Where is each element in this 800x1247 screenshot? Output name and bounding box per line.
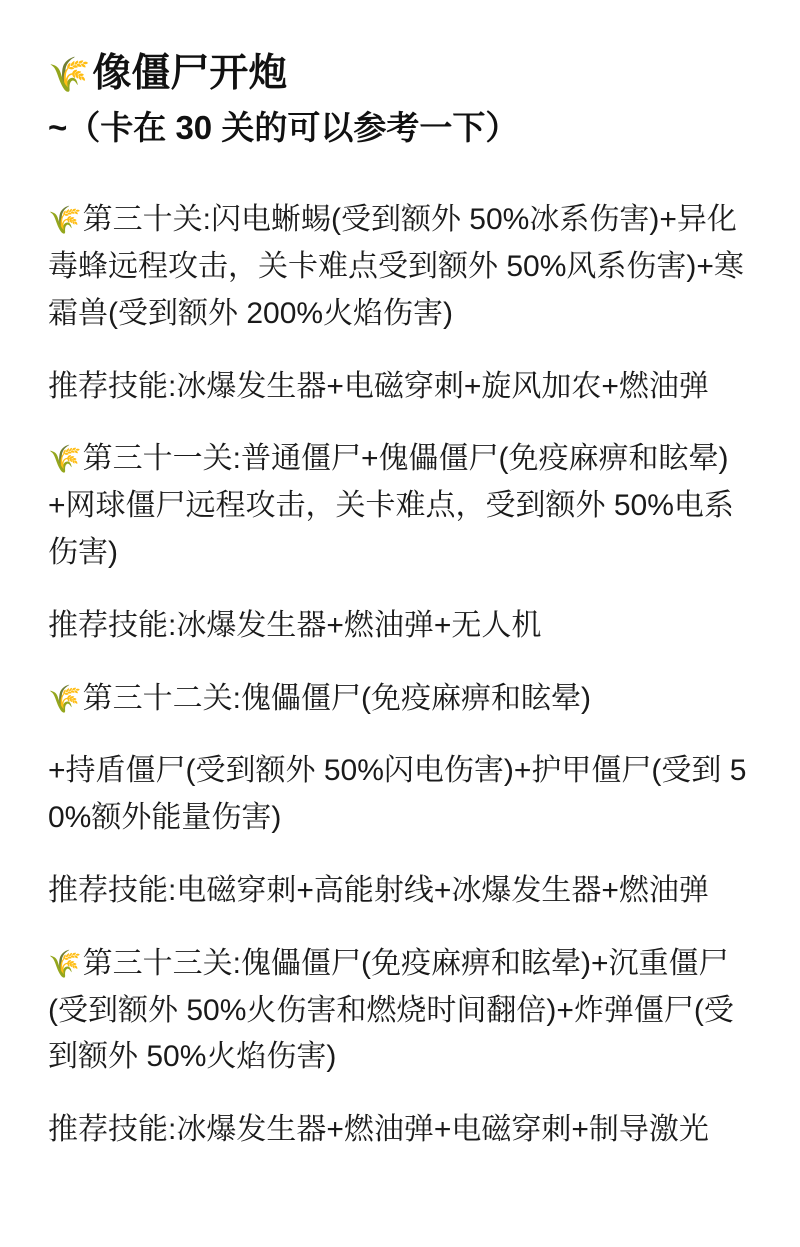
level-description bbox=[48, 197, 756, 337]
recommended-skills: 推荐技能:冰爆发生器+电磁穿刺+旋风加农+燃油弹 bbox=[48, 369, 709, 403]
recommended-skills: 推荐技能:冰爆发生器+燃油弹+电磁穿刺+制导激光 bbox=[48, 1113, 709, 1147]
level-description-text: 第三十三关:傀儡僵尸(免疫麻痹和眩晕)+沉重僵尸(受到额外 50%火伤害和燃烧时间翻倍)+炸弹僵尸(受到额外 50%火焰伤害) bbox=[48, 946, 734, 1074]
page-title-text: 像僵尸开炮 bbox=[92, 52, 288, 95]
wheat-icon: 🌾 bbox=[48, 683, 82, 714]
level-description-text: 第三十二关:傀儡僵尸(免疫麻痹和眩晕) bbox=[82, 681, 591, 715]
wheat-icon: 🌾 bbox=[48, 56, 91, 94]
level-description-continued: +持盾僵尸(受到额外 50%闪电伤害)+护甲僵尸(受到 50%额外能量伤害) bbox=[48, 754, 747, 835]
level-block bbox=[48, 197, 756, 410]
level-description bbox=[48, 436, 756, 576]
wheat-icon: 🌾 bbox=[48, 205, 82, 236]
level-block bbox=[48, 436, 756, 649]
recommended-skills: 推荐技能:冰爆发生器+燃油弹+无人机 bbox=[48, 608, 542, 642]
wheat-icon: 🌾 bbox=[48, 444, 82, 475]
level-block bbox=[48, 941, 756, 1154]
level-description-text: 第三十一关:普通僵尸+傀儡僵尸(免疫麻痹和眩晕)+网球僵尸远程攻击，关卡难点，受到额外 50%电系伤害) bbox=[48, 442, 734, 570]
page-subtitle-text: ~（卡在 30 关的可以参考一下） bbox=[48, 108, 519, 146]
page-title bbox=[48, 48, 756, 153]
level-description bbox=[48, 676, 756, 723]
level-description bbox=[48, 941, 756, 1081]
level-block bbox=[48, 676, 756, 915]
wheat-icon: 🌾 bbox=[48, 948, 82, 979]
recommended-skills: 推荐技能:电磁穿刺+高能射线+冰爆发生器+燃油弹 bbox=[48, 874, 709, 908]
level-description-text: 第三十关:闪电蜥蜴(受到额外 50%冰系伤害)+异化毒蜂远程攻击，关卡难点受到额外 50%风系伤害)+寒霜兽(受到额外 200%火焰伤害) bbox=[48, 203, 744, 330]
